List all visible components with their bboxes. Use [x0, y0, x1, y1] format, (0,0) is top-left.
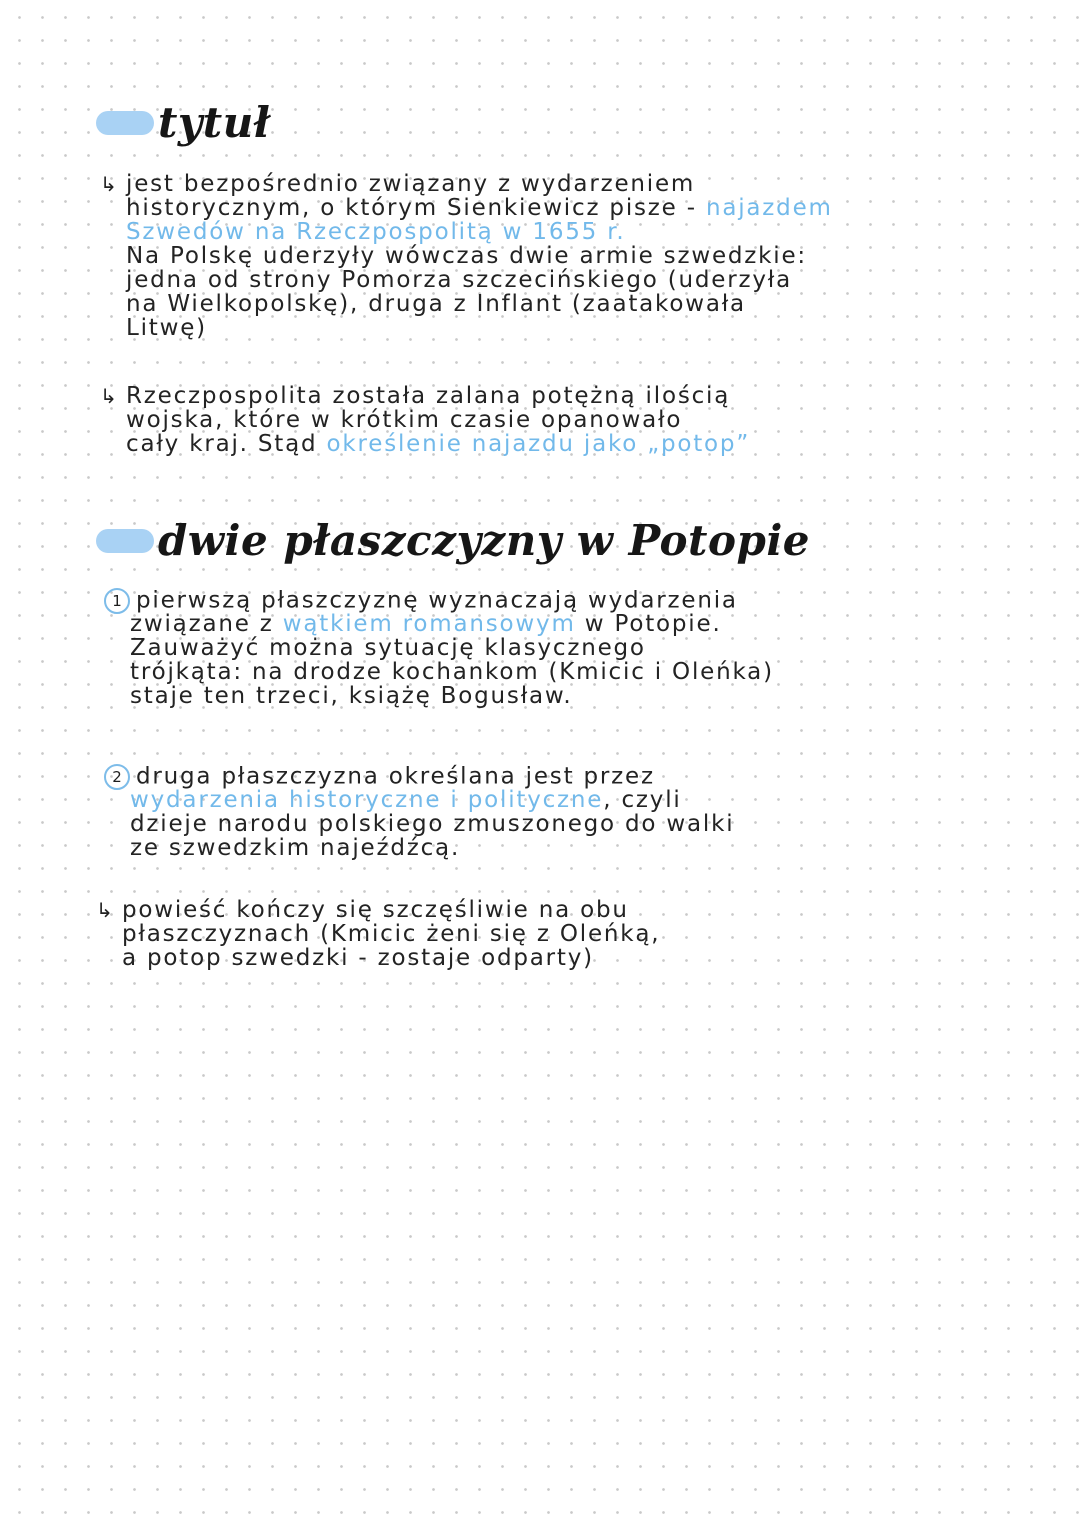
text-line: dzieje narodu polskiego zmuszonego do walki	[130, 811, 735, 837]
highlighter-marker	[96, 529, 154, 553]
text-line: wojska, które w krótkim czasie opanowało	[126, 407, 683, 433]
circled-number-one: 1	[104, 588, 130, 614]
section-heading-tytul	[96, 98, 270, 147]
text-line: trójkąta: na drodze kochankom (Kmicic i Oleńka)	[130, 659, 774, 685]
highlighted-text: Szwedów na Rzeczpospolitą w 1655 r.	[126, 219, 626, 245]
highlighted-text: najazdem	[705, 195, 833, 221]
text-line: płaszczyznach (Kmicic żeni się z Oleńką,	[122, 921, 661, 947]
text-line: ↳ powieść kończy się szczęśliwie na obu	[96, 897, 629, 923]
text-line: ze szwedzkim najeźdźcą.	[130, 835, 461, 861]
text-line: historycznym, o którym Sienkiewicz pisze - najazdem	[126, 195, 833, 221]
text-line: Na Polskę uderzyły wówczas dwie armie szwedzkie:	[126, 243, 807, 269]
curved-arrow-icon: ↳	[96, 898, 113, 922]
heading-text: dwie płaszczyzny w Potopie	[158, 516, 811, 565]
text-line: Zauważyć można sytuację klasycznego	[130, 635, 646, 661]
text-line	[100, 220, 980, 244]
text-line: 2 druga płaszczyzna określana jest przez	[104, 764, 984, 788]
text-line: 1 pierwszą płaszczyznę wyznaczają wydarzenia	[104, 588, 984, 612]
text-line: jedna od strony Pomorza szczecińskiego (uderzyła	[126, 267, 792, 293]
text-line: ↳ jest bezpośrednio związany z wydarzeniem	[100, 171, 696, 197]
list-item-second-plane	[104, 764, 984, 860]
text-line: wydarzenia historyczne i polityczne, czyli	[130, 787, 682, 813]
text-line: cały kraj. Stąd określenie najazdu jako „potop”	[126, 431, 751, 457]
paragraph-event	[100, 172, 980, 340]
highlighted-text: wydarzenia historyczne i polityczne	[130, 787, 604, 813]
paragraph-ending	[96, 898, 976, 970]
highlighter-marker	[96, 111, 154, 135]
text-line: a potop szwedzki - zostaje odparty)	[122, 945, 594, 971]
text-line: związane z wątkiem romansowym w Potopie.	[130, 611, 722, 637]
paragraph-potop	[100, 384, 980, 456]
text-line: Litwę)	[126, 315, 207, 341]
list-item-first-plane	[104, 588, 984, 708]
section-heading-plaszczyzny	[96, 516, 810, 565]
text-line: staje ten trzeci, książę Bogusław.	[130, 683, 573, 709]
circled-number-two: 2	[104, 764, 130, 790]
highlighted-text: wątkiem romansowym	[282, 611, 576, 637]
highlighted-text: określenie najazdu jako „potop”	[326, 431, 751, 457]
text-line: ↳ Rzeczpospolita została zalana potężną ilością	[100, 383, 731, 409]
curved-arrow-icon: ↳	[100, 384, 117, 408]
heading-text: tytuł	[158, 98, 271, 147]
text-line: na Wielkopolskę), druga z Inflant (zaatakowała	[126, 291, 746, 317]
curved-arrow-icon: ↳	[100, 172, 117, 196]
